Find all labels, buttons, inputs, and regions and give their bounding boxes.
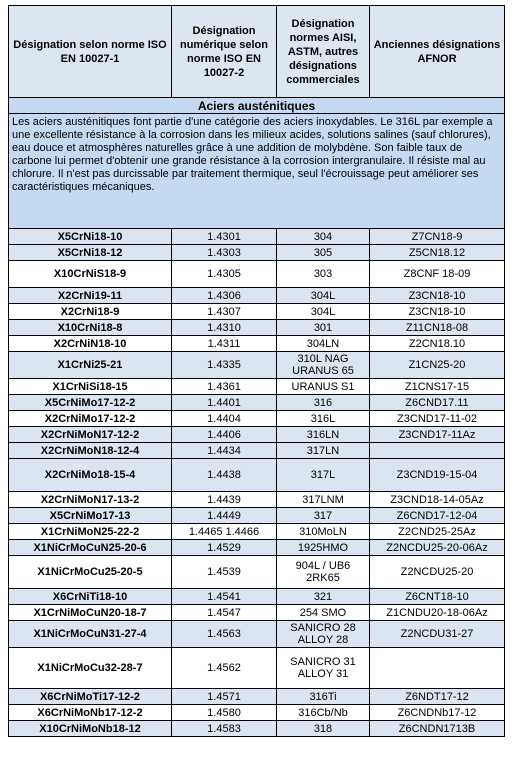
cell-aisi: 304LN <box>277 336 370 352</box>
cell-afnor: Z2NCDU25-20-06Az <box>370 540 505 556</box>
cell-iso: X2CrNiN18-10 <box>9 336 172 352</box>
cell-iso: X6CrNiTi18-10 <box>9 589 172 605</box>
cell-num: 1.4563 <box>172 621 277 648</box>
cell-iso: X5CrNiMo17-12-2 <box>9 395 172 411</box>
cell-iso: X2CrNiMo18-15-4 <box>9 459 172 492</box>
steel-designation-table-container <box>8 5 504 737</box>
cell-afnor: Z1CNDU20-18-06Az <box>370 605 505 621</box>
cell-iso: X5CrNi18-10 <box>9 229 172 245</box>
cell-afnor: Z3CND18-14-05Az <box>370 492 505 508</box>
cell-afnor: Z6CND17.11 <box>370 395 505 411</box>
cell-iso: X2CrNi18-9 <box>9 304 172 320</box>
table-row <box>9 245 505 261</box>
cell-num: 1.4306 <box>172 288 277 304</box>
cell-iso: X1NiCrMoCu32-28-7 <box>9 648 172 689</box>
cell-aisi: 304L <box>277 288 370 304</box>
table-row <box>9 443 505 459</box>
cell-num: 1.4401 <box>172 395 277 411</box>
header-numeric: Désignation numérique selon norme ISO EN 10027-2 <box>172 6 277 98</box>
cell-num: 1.4539 <box>172 556 277 589</box>
header-aisi: Désignation normes AISI, ASTM, autres désignations commerciales <box>277 6 370 98</box>
cell-num: 1.4406 <box>172 427 277 443</box>
cell-iso: X2CrNiMoN18-12-4 <box>9 443 172 459</box>
cell-afnor: Z6NDT17-12 <box>370 689 505 705</box>
cell-iso: X5CrNi18-12 <box>9 245 172 261</box>
section-description-row <box>9 114 505 229</box>
table-row <box>9 540 505 556</box>
cell-num: 1.4305 <box>172 261 277 288</box>
cell-num: 1.4361 <box>172 379 277 395</box>
cell-num: 1.4529 <box>172 540 277 556</box>
table-row <box>9 261 505 288</box>
table-row <box>9 320 505 336</box>
table-row <box>9 288 505 304</box>
cell-aisi: 305 <box>277 245 370 261</box>
cell-afnor: Z2NCDU31-27 <box>370 621 505 648</box>
cell-aisi: 303 <box>277 261 370 288</box>
cell-afnor: Z3CN18-10 <box>370 288 505 304</box>
cell-num: 1.4404 <box>172 411 277 427</box>
cell-aisi: 317LNM <box>277 492 370 508</box>
cell-iso: X2CrNiMo17-12-2 <box>9 411 172 427</box>
cell-afnor: Z3CND17-11-02 <box>370 411 505 427</box>
table-row <box>9 459 505 492</box>
cell-iso: X2CrNi19-11 <box>9 288 172 304</box>
table-row <box>9 605 505 621</box>
section-title: Aciers austénitiques <box>9 98 505 114</box>
cell-iso: X10CrNiS18-9 <box>9 261 172 288</box>
cell-num: 1.4571 <box>172 689 277 705</box>
table-row <box>9 689 505 705</box>
cell-num: 1.4562 <box>172 648 277 689</box>
header-row <box>9 6 505 98</box>
table-row <box>9 721 505 737</box>
cell-iso: X1NiCrMoCuN31-27-4 <box>9 621 172 648</box>
cell-num: 1.4303 <box>172 245 277 261</box>
cell-afnor: Z1CN25-20 <box>370 352 505 379</box>
header-afnor: Anciennes désignations AFNOR <box>370 6 505 98</box>
cell-aisi: SANICRO 28 ALLOY 28 <box>277 621 370 648</box>
cell-num: 1.4310 <box>172 320 277 336</box>
cell-aisi: 317L <box>277 459 370 492</box>
cell-num: 1.4580 <box>172 705 277 721</box>
cell-num: 1.4541 <box>172 589 277 605</box>
cell-aisi: 318 <box>277 721 370 737</box>
table-row <box>9 352 505 379</box>
cell-afnor: Z2CN18.10 <box>370 336 505 352</box>
cell-aisi: 304L <box>277 304 370 320</box>
cell-num: 1.4301 <box>172 229 277 245</box>
cell-afnor: Z6CNDN1713B <box>370 721 505 737</box>
table-row <box>9 492 505 508</box>
table-row <box>9 648 505 689</box>
cell-num: 1.4438 <box>172 459 277 492</box>
cell-iso: X2CrNiMoN17-12-2 <box>9 427 172 443</box>
cell-afnor: Z8CNF 18-09 <box>370 261 505 288</box>
cell-aisi: 304 <box>277 229 370 245</box>
cell-num: 1.4547 <box>172 605 277 621</box>
cell-aisi: 317LN <box>277 443 370 459</box>
table-row <box>9 705 505 721</box>
cell-aisi: 301 <box>277 320 370 336</box>
cell-iso: X5CrNiMo17-13 <box>9 508 172 524</box>
cell-num: 1.4465 1.4466 <box>172 524 277 540</box>
cell-afnor: Z5CN18.12 <box>370 245 505 261</box>
section-title-row <box>9 98 505 114</box>
cell-afnor <box>370 648 505 689</box>
cell-aisi: 316Ti <box>277 689 370 705</box>
cell-aisi: 904L / UB6 2RK65 <box>277 556 370 589</box>
cell-num: 1.4311 <box>172 336 277 352</box>
cell-iso: X1CrNiSi18-15 <box>9 379 172 395</box>
cell-iso: X1CrNi25-21 <box>9 352 172 379</box>
table-row <box>9 621 505 648</box>
cell-iso: X6CrNiMoNb17-12-2 <box>9 705 172 721</box>
cell-iso: X1NiCrMoCuN25-20-6 <box>9 540 172 556</box>
cell-afnor: Z6CNDNb17-12 <box>370 705 505 721</box>
cell-num: 1.4439 <box>172 492 277 508</box>
cell-iso: X6CrNiMoTi17-12-2 <box>9 689 172 705</box>
cell-aisi: URANUS S1 <box>277 379 370 395</box>
cell-aisi: 254 SMO <box>277 605 370 621</box>
cell-afnor: Z3CND17-11Az <box>370 427 505 443</box>
table-row <box>9 336 505 352</box>
table-row <box>9 395 505 411</box>
cell-iso: X10CrNi18-8 <box>9 320 172 336</box>
table-row <box>9 524 505 540</box>
cell-aisi: 317 <box>277 508 370 524</box>
cell-aisi: 316Cb/Nb <box>277 705 370 721</box>
cell-afnor: Z11CN18-08 <box>370 320 505 336</box>
cell-aisi: 1925HMO <box>277 540 370 556</box>
cell-aisi: 310L NAG URANUS 65 <box>277 352 370 379</box>
table-row <box>9 556 505 589</box>
table-row <box>9 379 505 395</box>
cell-afnor: Z2CND25-25Az <box>370 524 505 540</box>
cell-num: 1.4307 <box>172 304 277 320</box>
table-row <box>9 411 505 427</box>
cell-aisi: 310MoLN <box>277 524 370 540</box>
cell-afnor: Z7CN18-9 <box>370 229 505 245</box>
cell-afnor: Z6CNT18-10 <box>370 589 505 605</box>
header-iso: Désignation selon norme ISO EN 10027-1 <box>9 6 172 98</box>
cell-aisi: 316L <box>277 411 370 427</box>
cell-aisi: 316 <box>277 395 370 411</box>
cell-iso: X1NiCrMoCu25-20-5 <box>9 556 172 589</box>
cell-afnor: Z2NCDU25-20 <box>370 556 505 589</box>
cell-num: 1.4434 <box>172 443 277 459</box>
cell-aisi: 316LN <box>277 427 370 443</box>
cell-iso: X10CrNiMoNb18-12 <box>9 721 172 737</box>
section-description: Les aciers austénitiques font partie d'une catégorie des aciers inoxydables. Le 316L par exemple a une excellente résistance à la corrosion dans les milieux acides, solutions salines (sauf chlorures), eau douce et atmosphères naturelles grâce à une addition de molybdène. Son faible taux de carbone lui permet d'obtenir une grande résistance à la corrosion intergranulaire. Il résiste mal au chlorure. Il n'est pas durcissable par traitement thermique, seul l'écrouissage peut améliorer ses caractéristiques mécaniques. <box>9 114 505 229</box>
cell-afnor: Z6CND17-12-04 <box>370 508 505 524</box>
cell-num: 1.4335 <box>172 352 277 379</box>
cell-iso: X2CrNiMoN17-13-2 <box>9 492 172 508</box>
cell-num: 1.4583 <box>172 721 277 737</box>
table-row <box>9 589 505 605</box>
steel-designation-table <box>8 5 505 737</box>
cell-afnor <box>370 443 505 459</box>
cell-afnor: Z3CN18-10 <box>370 304 505 320</box>
table-row <box>9 229 505 245</box>
cell-afnor: Z3CND19-15-04 <box>370 459 505 492</box>
cell-afnor: Z1CNS17-15 <box>370 379 505 395</box>
table-row <box>9 427 505 443</box>
table-row <box>9 304 505 320</box>
cell-iso: X1CrNiMoCuN20-18-7 <box>9 605 172 621</box>
table-row <box>9 508 505 524</box>
cell-aisi: 321 <box>277 589 370 605</box>
cell-aisi: SANICRO 31 ALLOY 31 <box>277 648 370 689</box>
cell-num: 1.4449 <box>172 508 277 524</box>
cell-iso: X1CrNiMoN25-22-2 <box>9 524 172 540</box>
